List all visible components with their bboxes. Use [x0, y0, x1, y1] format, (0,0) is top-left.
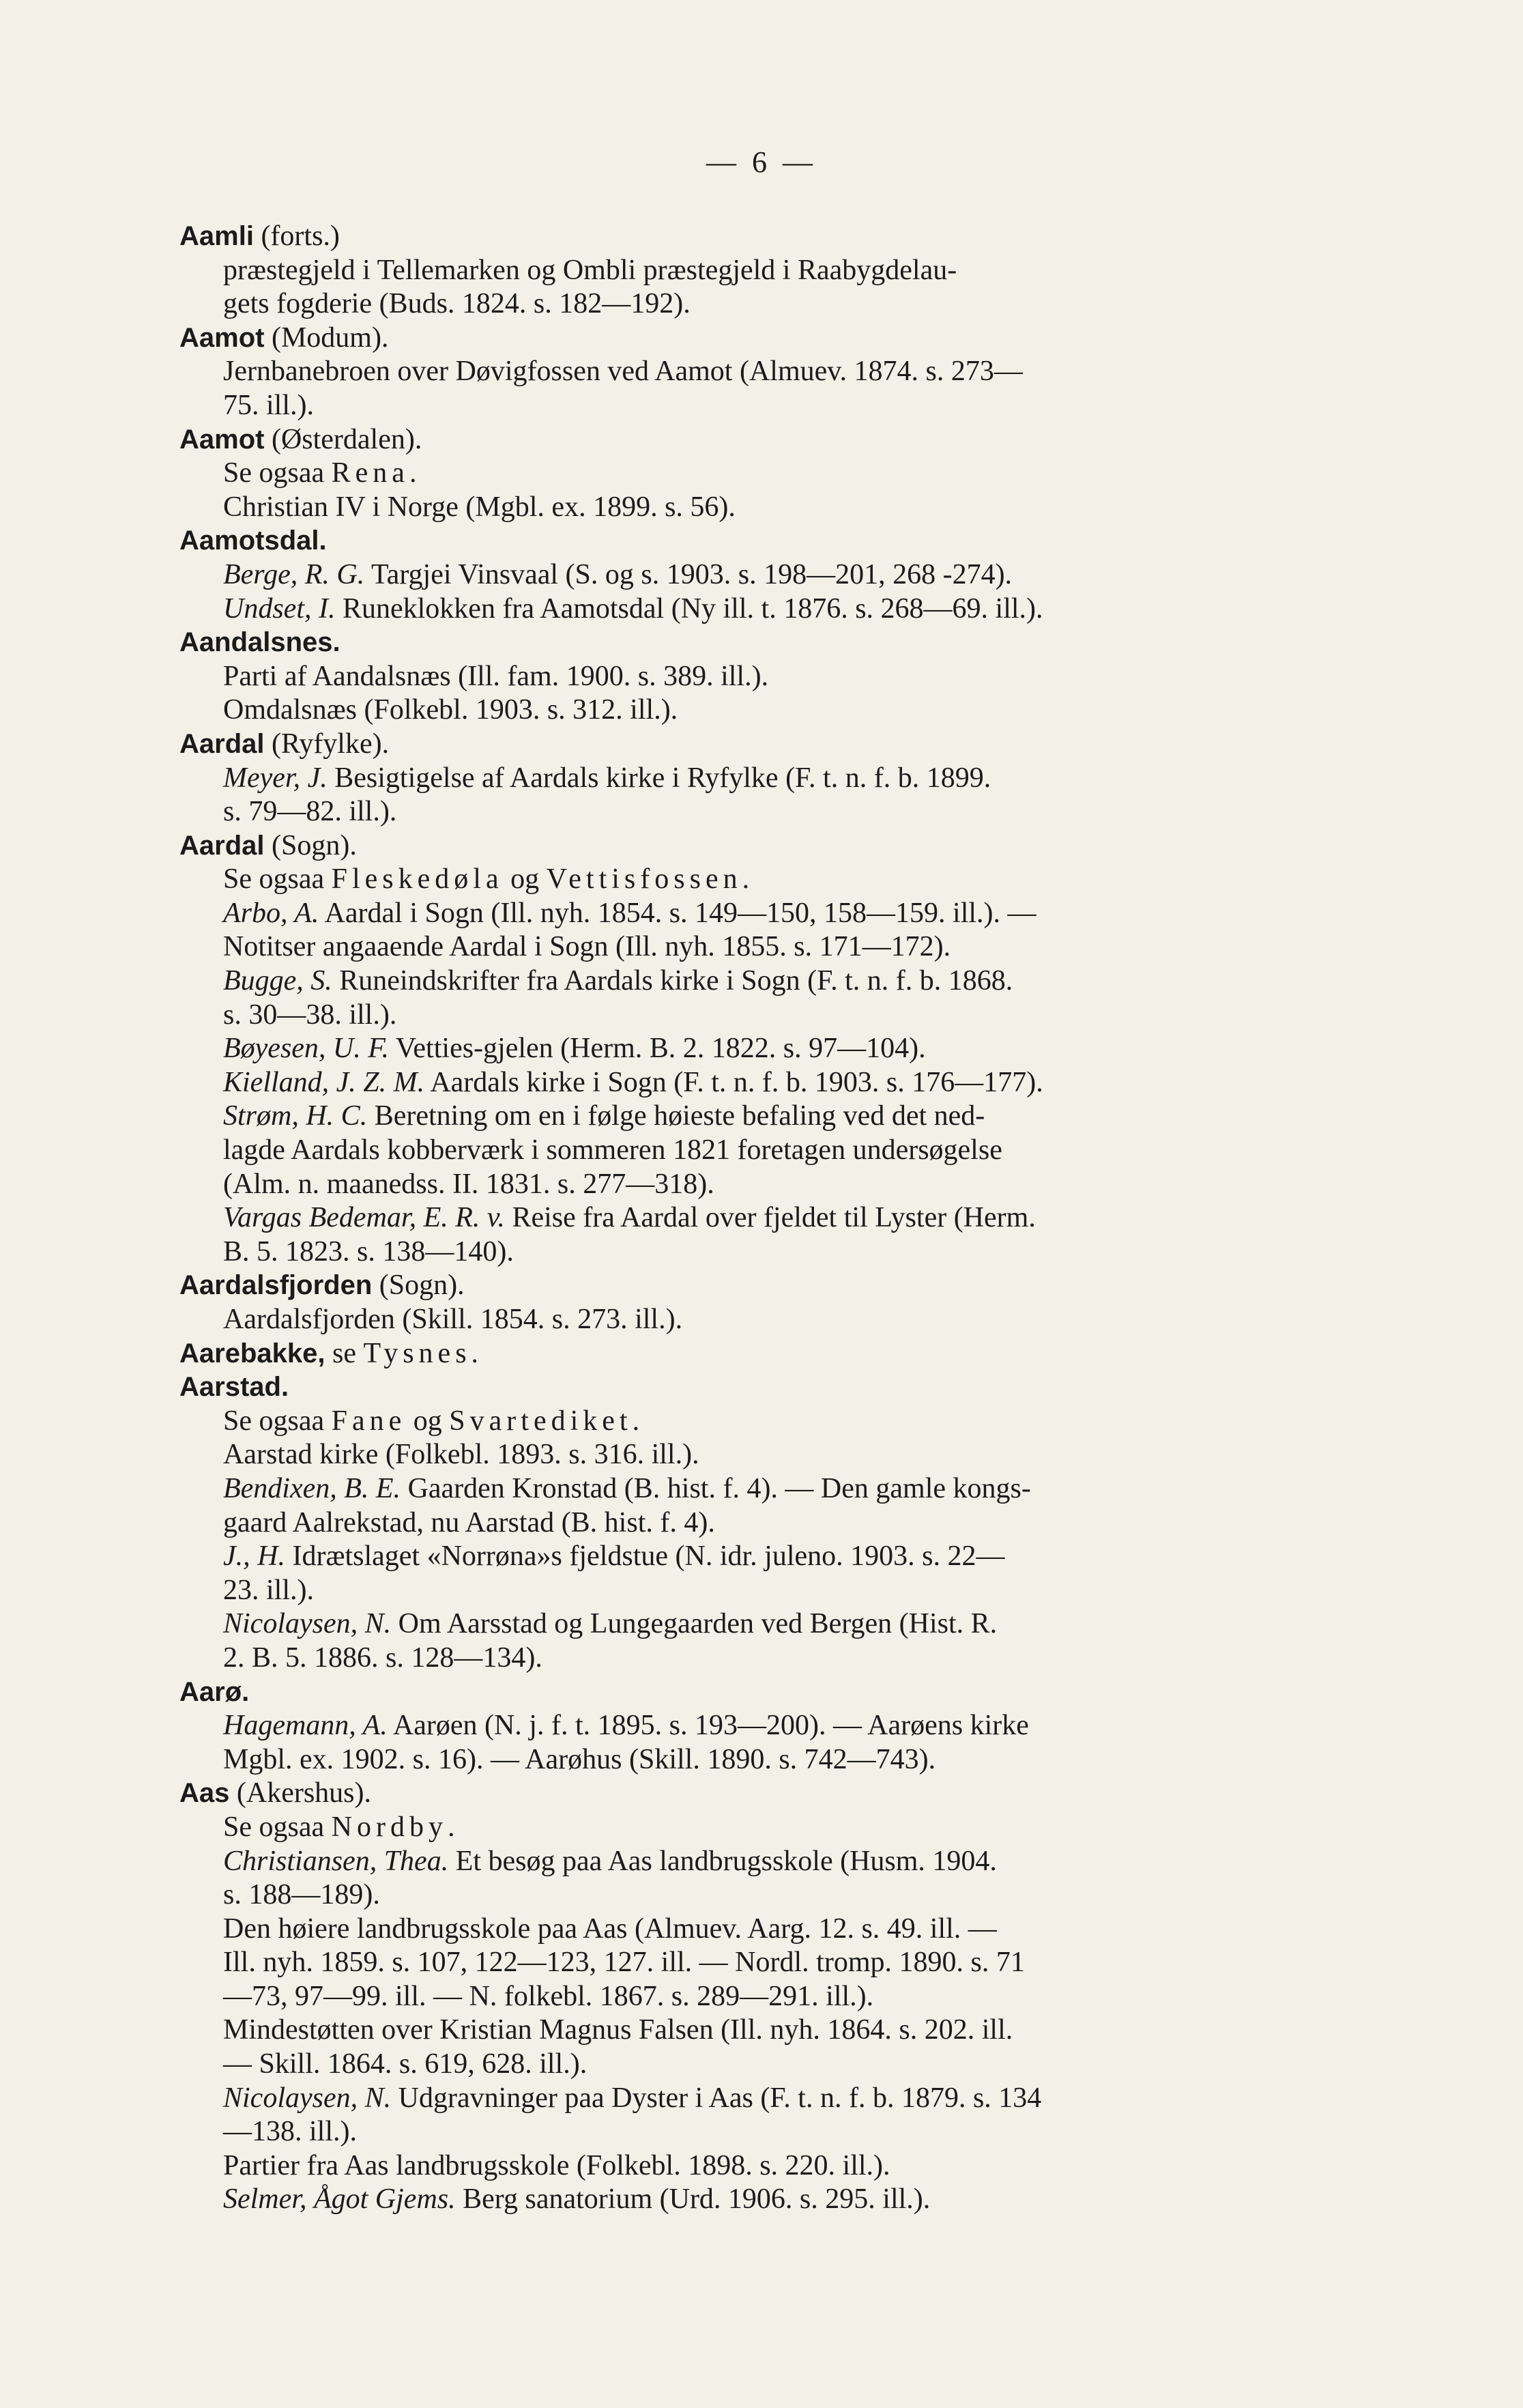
entry-heading: [179, 1269, 1346, 1303]
cross-reference: Vettisfossen: [546, 863, 742, 895]
reference-text: gaard Aalrekstad, nu Aarstad (B. hist. f. 4).: [223, 1506, 715, 1538]
reference-line: [179, 1303, 1346, 1337]
reference-line: [179, 964, 1346, 999]
reference-line: [179, 1912, 1346, 1947]
cross-reference: Tysnes: [363, 1337, 472, 1369]
reference-text: Christian IV i Norge (Mgbl. ex. 1899. s. 56).: [223, 491, 736, 523]
reference-text: Mgbl. ex. 1902. s. 16). — Aarøhus (Skill. 1890. s. 742—743).: [223, 1743, 936, 1775]
reference-line: [179, 660, 1346, 694]
reference-line: [179, 930, 1346, 964]
author-name: Arbo, A.: [223, 897, 319, 929]
reference-text: Partier fra Aas landbrugsskole (Folkebl. 1898. s. 220. ill.).: [223, 2149, 890, 2181]
reference-line: [179, 863, 1346, 897]
reference-line: [179, 1540, 1346, 1574]
author-name: Kielland, J. Z. M.: [223, 1066, 425, 1098]
reference-text: 23. ill.).: [223, 1574, 314, 1606]
reference-line: [179, 1438, 1346, 1472]
reference-line: [179, 1201, 1346, 1235]
entry-heading: [179, 728, 1346, 762]
reference-line: [179, 1980, 1346, 2014]
reference-text: Den høiere landbrugsskole paa Aas (Almuev. Aarg. 12. s. 49. ill. —: [223, 1912, 997, 1945]
reference-text: s. 188—189).: [223, 1879, 380, 1911]
place-name: Aamot: [179, 322, 265, 353]
reference-line: [179, 693, 1346, 728]
reference-line: [179, 1845, 1346, 1879]
reference-text: .: [632, 1405, 640, 1437]
entry-heading: [179, 1676, 1346, 1710]
reference-line: [179, 457, 1346, 491]
reference-line: [179, 999, 1346, 1033]
reference-text: Besigtigelse af Aardals kirke i Ryfylke (F. t. n. f. b. 1899.: [327, 762, 991, 794]
place-name: Aardal: [179, 830, 265, 861]
author-name: Hagemann, A.: [223, 1710, 388, 1742]
reference-text: Idrætslaget «Norrøna»s fjeldstue (N. idr. juleno. 1903. s. 22—: [285, 1540, 1005, 1573]
bibliography-entries: [179, 220, 1346, 2217]
heading-qualifier: (Sogn).: [372, 1270, 465, 1302]
reference-text: Udgravninger paa Dyster i Aas (F. t. n. f. b. 1879. s. 134: [391, 2082, 1042, 2114]
reference-text: Aardal i Sogn (Ill. nyh. 1854. s. 149—150, 158—159. ill.). —: [319, 897, 1036, 929]
reference-line: [179, 1878, 1346, 1912]
reference-text: Mindestøtten over Kristian Magnus Falsen (Ill. nyh. 1864. s. 202. ill.: [223, 2014, 1013, 2046]
reference-text: Se ogsaa: [223, 863, 332, 895]
reference-text: — Skill. 1864. s. 619, 628. ill.).: [223, 2048, 588, 2080]
author-name: Undset, I.: [223, 592, 336, 625]
heading-qualifier: (Sogn).: [264, 829, 357, 861]
heading-qualifier: (Ryfylke).: [264, 728, 390, 760]
reference-text: Et besøg paa Aas landbrugsskole (Husm. 1904.: [448, 1845, 997, 1877]
reference-text: .: [742, 863, 750, 895]
reference-line: [179, 1811, 1346, 1845]
reference-line: [179, 762, 1346, 796]
author-name: Meyer, J.: [223, 762, 328, 794]
author-name: Bøyesen, U. F.: [223, 1033, 389, 1065]
reference-line: [179, 1168, 1346, 1202]
reference-text: og: [503, 863, 547, 895]
reference-text: (Alm. n. maanedss. II. 1831. s. 277—318).: [223, 1168, 714, 1200]
reference-line: [179, 558, 1346, 592]
reference-line: [179, 1235, 1346, 1270]
cross-reference: Nordby: [331, 1811, 448, 1843]
reference-text: Om Aarsstad og Lungegaarden ved Bergen (Hist. R.: [391, 1608, 998, 1640]
entry-heading: [179, 423, 1346, 457]
reference-line: [179, 1946, 1346, 1980]
reference-line: [179, 1472, 1346, 1506]
reference-line: [179, 389, 1346, 423]
reference-text: Aardalsfjorden (Skill. 1854. s. 273. ill.).: [223, 1304, 683, 1335]
place-name: Aamli: [179, 221, 254, 251]
reference-text: 75. ill.).: [223, 389, 314, 421]
reference-line: [179, 1709, 1346, 1743]
reference-text: —138. ill.).: [223, 2116, 357, 2148]
reference-text: Vetties-gjelen (Herm. B. 2. 1822. s. 97—104).: [389, 1033, 926, 1065]
reference-text: s. 30—38. ill.).: [223, 999, 397, 1031]
author-name: J., H.: [223, 1540, 285, 1573]
reference-text: Se ogsaa: [223, 1405, 332, 1437]
place-name: Aardal: [179, 728, 265, 759]
author-name: Nicolaysen, N.: [223, 2082, 392, 2114]
author-name: Berge, R. G.: [223, 558, 365, 590]
reference-text: 2. B. 5. 1886. s. 128—134).: [223, 1642, 542, 1674]
place-name: Aarø.: [179, 1676, 250, 1707]
reference-text: Gaarden Kronstad (B. hist. f. 4). — Den gamle kongs-: [401, 1472, 1031, 1504]
reference-text: Aardals kirke i Sogn (F. t. n. f. b. 1903. s. 176—177).: [424, 1066, 1043, 1098]
reference-text: B. 5. 1823. s. 138—140).: [223, 1235, 514, 1267]
reference-line: [179, 2149, 1346, 2183]
reference-text: Notitser angaaende Aardal i Sogn (Ill. nyh. 1855. s. 171—172).: [223, 931, 951, 963]
entry-heading: Aarebakke, se Tysnes.: [179, 1337, 479, 1369]
author-name: Nicolaysen, N.: [223, 1608, 392, 1640]
reference-text: Se ogsaa: [223, 457, 332, 489]
reference-line: [179, 1743, 1346, 1777]
reference-text: Aarstad kirke (Folkebl. 1893. s. 316. ill.).: [223, 1439, 699, 1471]
place-name: Aamotsdal.: [179, 526, 327, 556]
reference-line: [179, 1506, 1346, 1540]
reference-text: gets fogderie (Buds. 1824. s. 182—192).: [223, 288, 691, 320]
heading-qualifier: (Akershus).: [229, 1777, 372, 1809]
reference-line: [179, 1405, 1346, 1439]
reference-line: [179, 1574, 1346, 1608]
reference-text: Runeindskrifter fra Aardals kirke i Sogn (F. t. n. f. b. 1868.: [332, 965, 1013, 997]
reference-line: [179, 1607, 1346, 1642]
reference-text: og: [406, 1405, 450, 1437]
heading-qualifier: se: [325, 1337, 364, 1369]
reference-line: [179, 795, 1346, 829]
entry-heading: [179, 524, 1346, 558]
reference-text: .: [409, 457, 417, 489]
reference-text: s. 79—82. ill.).: [223, 796, 397, 828]
reference-line: [179, 2082, 1346, 2116]
reference-line: [179, 287, 1346, 321]
author-name: Selmer, Ågot Gjems.: [223, 2183, 456, 2216]
entry-heading: [179, 626, 1346, 660]
heading-qualifier: (forts.): [253, 220, 340, 252]
page-number: — 6 —: [706, 145, 817, 179]
place-name: Aamot: [179, 424, 265, 455]
reference-line: [179, 592, 1346, 627]
reference-line: [179, 1066, 1346, 1100]
reference-text: præstegjeld i Tellemarken og Ombli præstegjeld i Raabygdelau-: [223, 254, 957, 286]
reference-line: [179, 1032, 1346, 1066]
reference-line: [179, 897, 1346, 931]
reference-line: [179, 2013, 1346, 2048]
reference-line: [179, 2183, 1346, 2217]
reference-line: [179, 1100, 1346, 1134]
entry-heading: [179, 1777, 1346, 1811]
cross-reference: Rena: [331, 457, 409, 489]
entry-heading: [179, 321, 1346, 356]
reference-text: .: [447, 1811, 455, 1843]
author-name: Vargas Bedemar, E. R. v.: [223, 1202, 505, 1234]
place-name: Aardalsfjorden: [179, 1270, 373, 1301]
cross-reference: Fane: [331, 1405, 407, 1437]
place-name: Aarebakke,: [179, 1338, 325, 1368]
reference-text: Targjei Vinsvaal (S. og s. 1903. s. 198—201, 268 -274).: [364, 558, 1013, 590]
reference-text: Reise fra Aardal over fjeldet til Lyster (Herm.: [504, 1202, 1036, 1234]
cross-reference: Fleskedøla: [331, 863, 504, 895]
reference-line: [179, 491, 1346, 525]
place-name: Aarstad.: [179, 1372, 289, 1403]
cross-reference: Svartediket: [449, 1405, 633, 1437]
entry-heading: [179, 220, 1346, 254]
reference-text: Se ogsaa: [223, 1811, 332, 1843]
place-name: Aandalsnes.: [179, 627, 340, 658]
reference-text: Berg sanatorium (Urd. 1906. s. 295. ill.).: [455, 2183, 931, 2216]
reference-line: [179, 2115, 1346, 2149]
place-name: Aas: [179, 1778, 230, 1809]
reference-text: Ill. nyh. 1859. s. 107, 122—123, 127. ill. — Nordl. tromp. 1890. s. 71: [223, 1947, 1025, 1979]
reference-text: Omdalsnæs (Folkebl. 1903. s. 312. ill.).: [223, 694, 678, 726]
reference-line: [179, 1134, 1346, 1168]
reference-line: [179, 254, 1346, 288]
author-name: Bendixen, B. E.: [223, 1472, 401, 1504]
author-name: Christiansen, Thea.: [223, 1845, 449, 1877]
reference-text: lagde Aardals kobberværk i sommeren 1821 foretagen undersøgelse: [223, 1134, 1002, 1166]
reference-line: [179, 355, 1346, 389]
reference-line: [179, 1642, 1346, 1676]
reference-text: Aarøen (N. j. f. t. 1895. s. 193—200). — Aarøens kirke: [387, 1710, 1029, 1742]
reference-line: [179, 2048, 1346, 2082]
author-name: Bugge, S.: [223, 965, 332, 997]
entry-heading: [179, 1371, 1346, 1405]
heading-qualifier: (Østerdalen).: [264, 423, 422, 455]
reference-text: —73, 97—99. ill. — N. folkebl. 1867. s. 289—291. ill.).: [223, 1980, 874, 2012]
reference-text: Parti af Aandalsnæs (Ill. fam. 1900. s. 389. ill.).: [223, 660, 769, 692]
reference-text: Beretning om en i følge høieste befaling ved det ned-: [367, 1100, 985, 1132]
reference-text: Jernbanebroen over Døvigfossen ved Aamot (Almuev. 1874. s. 273—: [223, 356, 1023, 388]
reference-text: Runeklokken fra Aamotsdal (Ny ill. t. 1876. s. 268—69. ill.).: [335, 592, 1043, 625]
entry-heading: [179, 829, 1346, 863]
author-name: Strøm, H. C.: [223, 1100, 368, 1132]
heading-qualifier: (Modum).: [264, 321, 389, 354]
